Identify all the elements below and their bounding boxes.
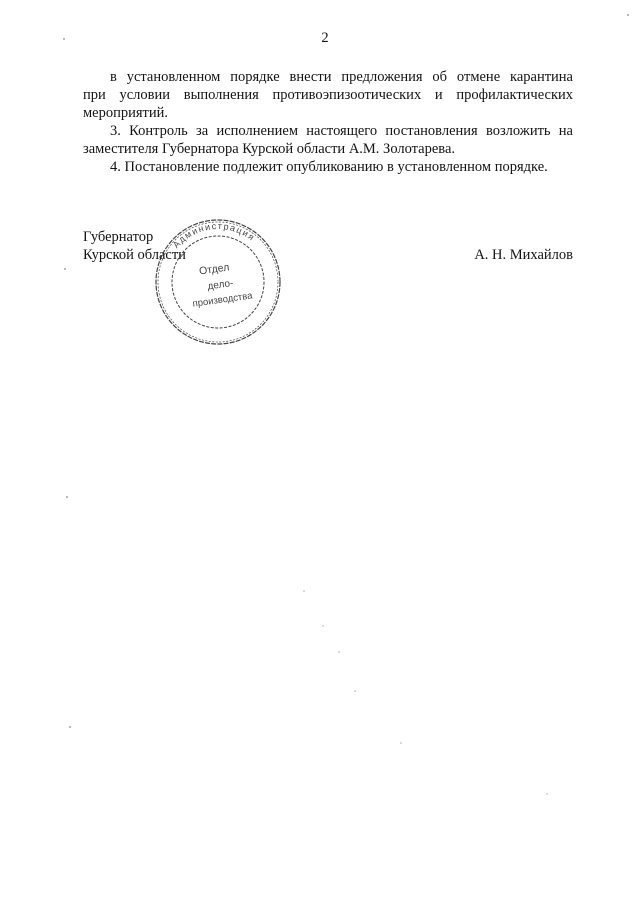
text-line: заместителя Губернатора Курской области А.М. Золотарева. [83,141,456,157]
signatory-region: Курской области [83,247,186,263]
paragraph [83,68,573,122]
page-number: 2 [321,30,329,46]
scan-speck [69,726,71,728]
seal-inner-line: Отдел [198,261,231,278]
scan-speck [64,268,66,270]
paragraph [83,158,573,176]
text-line: 4. Постановление подлежит опубликованию в установленном порядке. [110,159,548,175]
text-line: при условии выполнения противоэпизоотических и профилактических [83,87,573,103]
scan-speck [66,496,68,498]
scan-speck [354,690,356,692]
seal-inner-line: производства [191,290,254,310]
document-body [83,68,573,176]
signatory-name: А. Н. Михайлов [474,247,573,263]
scan-speck [322,625,324,627]
signatory-title: Губернатор [83,229,154,245]
seal-inner-line: дело- [206,277,235,293]
scan-speck [338,651,340,653]
paragraph [83,122,573,158]
scan-speck [546,793,548,795]
text-line: 3. Контроль за исполнением настоящего постановления возложить на [110,123,573,139]
seal-ring-text: Администрация [170,220,258,250]
scan-speck [303,590,305,592]
scan-speck [627,14,629,16]
official-seal [150,214,286,350]
scan-speck [63,38,65,40]
text-line: в установленном порядке внести предложения об отмене карантина [110,69,573,85]
text-line: мероприятий. [83,105,169,121]
scan-speck [400,742,402,744]
